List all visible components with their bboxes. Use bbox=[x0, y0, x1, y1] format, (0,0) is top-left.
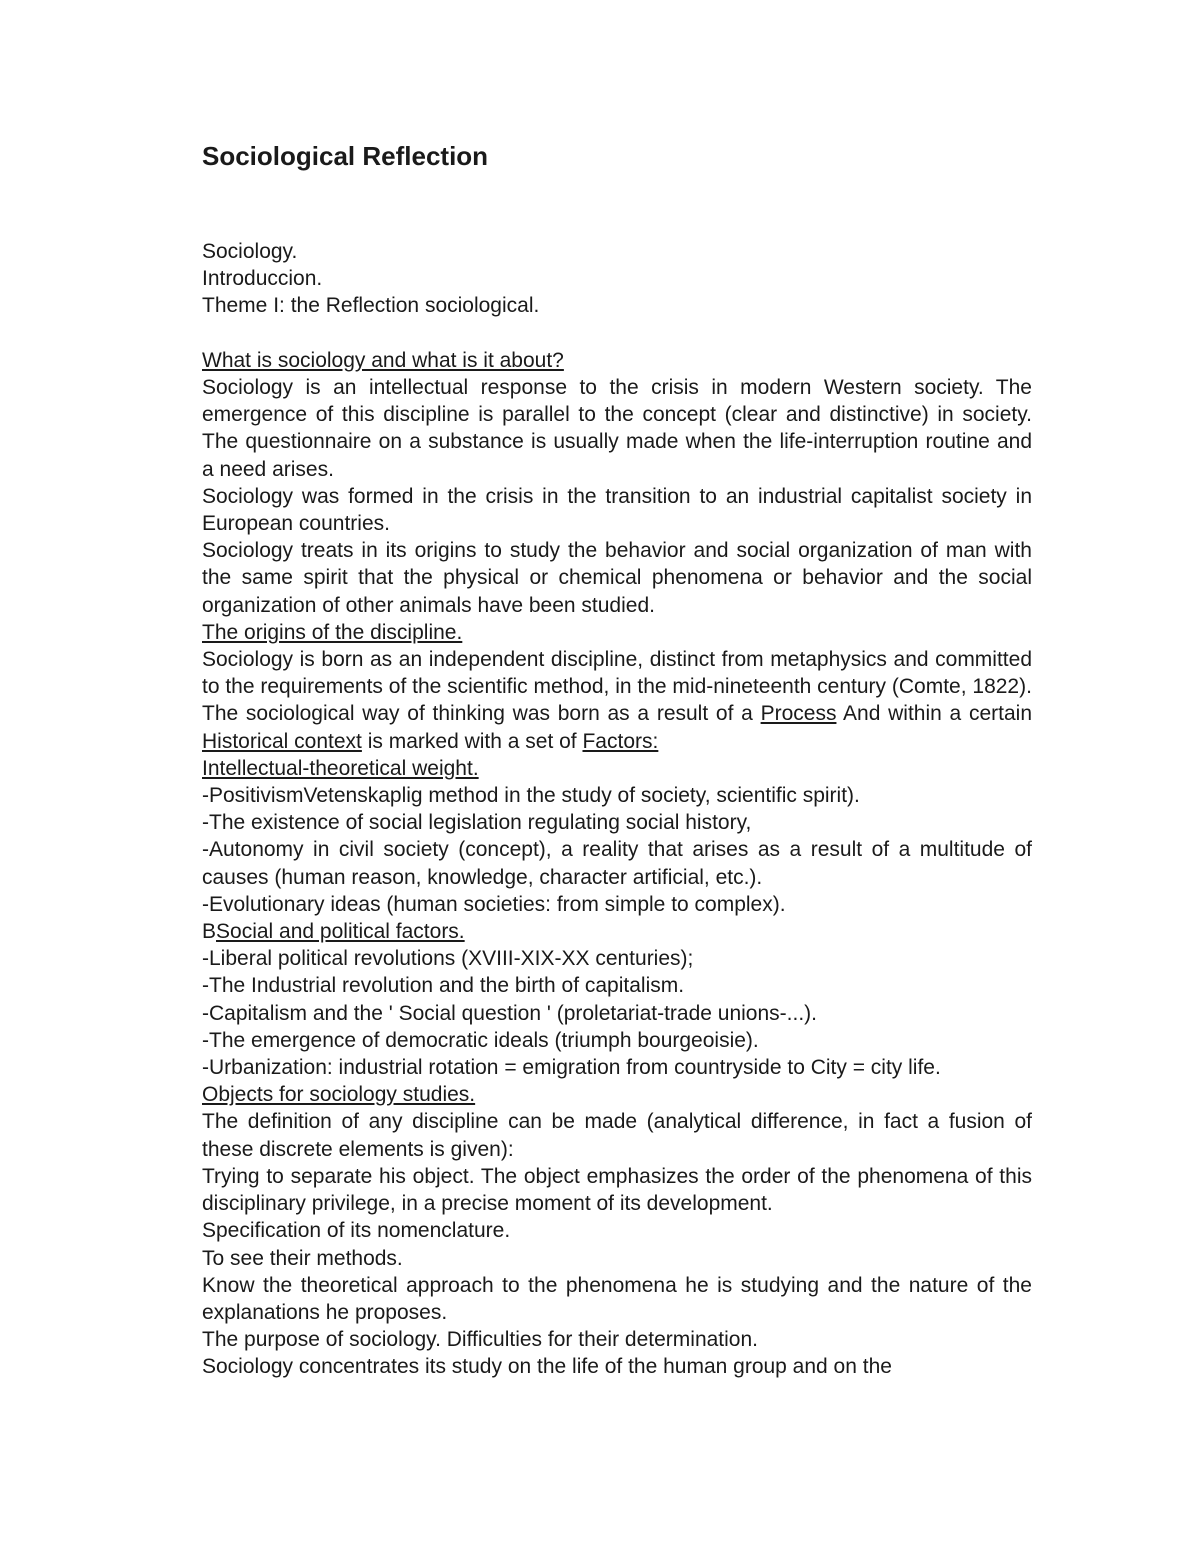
paragraph-purpose: The purpose of sociology. Difficulties for their determination. bbox=[202, 1328, 758, 1352]
section-heading-social-political bbox=[202, 918, 1032, 945]
intro-line-subject: Sociology. bbox=[202, 240, 298, 263]
section-heading-social-political-text: Social and political factors. bbox=[216, 920, 465, 944]
underlined-term-factors: Factors: bbox=[582, 729, 659, 753]
list-item-urbanization: -Urbanization: industrial rotation = emigration from countryside to City = city life. bbox=[202, 1056, 941, 1080]
text-run: And within a certain bbox=[836, 702, 1032, 726]
section-heading-origins: The origins of the discipline. bbox=[202, 620, 463, 644]
paragraph-methods: To see their methods. bbox=[202, 1246, 403, 1270]
paragraph-theoretical-approach: Know the theoretical approach to the phenomena he is studying and the nature of the explanations he proposes. bbox=[202, 1273, 1032, 1324]
text-run: is marked with a set of bbox=[361, 729, 583, 753]
list-item-social-question: -Capitalism and the ' Social question ' (proletariat-trade unions-...). bbox=[202, 1001, 817, 1025]
list-item-liberal-revolutions: -Liberal political revolutions (XVIII-XIX-XX centuries); bbox=[202, 947, 694, 971]
section-heading-what-is-sociology: What is sociology and what is it about? bbox=[202, 348, 564, 372]
paragraph-definition: The definition of any discipline can be made (analytical difference, in fact a fusion of these discrete elements is given): bbox=[202, 1110, 1032, 1161]
list-item-democratic-ideals: -The emergence of democratic ideals (triumph bourgeoisie). bbox=[202, 1028, 759, 1052]
paragraph-independent-discipline: Sociology is born as an independent discipline, distinct from metaphysics and committed to the requirements of the scientific method, in the mid-nineteenth century (Comte, 1822). bbox=[202, 648, 1032, 699]
list-item-evolutionary-ideas: -Evolutionary ideas (human societies: from simple to complex). bbox=[202, 892, 786, 916]
document-page bbox=[202, 140, 1032, 1381]
section-prefix: B bbox=[202, 920, 217, 944]
list-item-positivism: -PositivismVetenskaplig method in the study of society, scientific spirit). bbox=[202, 784, 860, 808]
intro-line-theme: Theme I: the Reflection sociological. bbox=[202, 294, 540, 318]
list-item-industrial-revolution: -The Industrial revolution and the birth of capitalism. bbox=[202, 974, 685, 998]
paragraph-concentrates: Sociology concentrates its study on the life of the human group and on the bbox=[202, 1355, 892, 1379]
section-heading-objects: Objects for sociology studies. bbox=[202, 1083, 476, 1107]
paragraph-way-of-thinking bbox=[202, 700, 1032, 754]
page-title: Sociological Reflection bbox=[202, 141, 489, 171]
underlined-term-historical-context: Historical context bbox=[202, 729, 362, 753]
text-run: The sociological way of thinking was born as a result of a bbox=[202, 702, 761, 726]
section-heading-intellectual-weight: Intellectual-theoretical weight. bbox=[202, 756, 479, 780]
paragraph-nomenclature: Specification of its nomenclature. bbox=[202, 1219, 511, 1243]
list-item-autonomy: -Autonomy in civil society (concept), a reality that arises as a result of a multitude of causes (human reason, knowledge, character artificial, etc.). bbox=[202, 838, 1032, 889]
underlined-term-process: Process bbox=[760, 702, 837, 726]
paragraph-spacer bbox=[202, 320, 1032, 347]
paragraph-separate-object: Trying to separate his object. The object emphasizes the order of the phenomena of this disciplinary privilege, in a precise moment of its development. bbox=[202, 1164, 1032, 1216]
list-item-social-legislation: -The existence of social legislation regulating social history, bbox=[202, 811, 752, 835]
paragraph-intellectual-response: Sociology is an intellectual response to the crisis in modern Western society. The emergence of this discipline is parallel to the concept (clear and distinctive) in society. The questionnaire on a substance is usually made when the life-interruption routine and a need arises. bbox=[202, 376, 1032, 481]
paragraph-origins-study: Sociology treats in its origins to study the behavior and social organization of man with the same spirit that the physical or chemical phenomena or behavior and the social organization of other animals have been studied. bbox=[202, 539, 1032, 617]
intro-line-introduction: Introduccion. bbox=[202, 267, 323, 291]
paragraph-crisis-transition: Sociology was formed in the crisis in the transition to an industrial capitalist society in European countries. bbox=[202, 484, 1032, 536]
document-body bbox=[202, 238, 1032, 1381]
